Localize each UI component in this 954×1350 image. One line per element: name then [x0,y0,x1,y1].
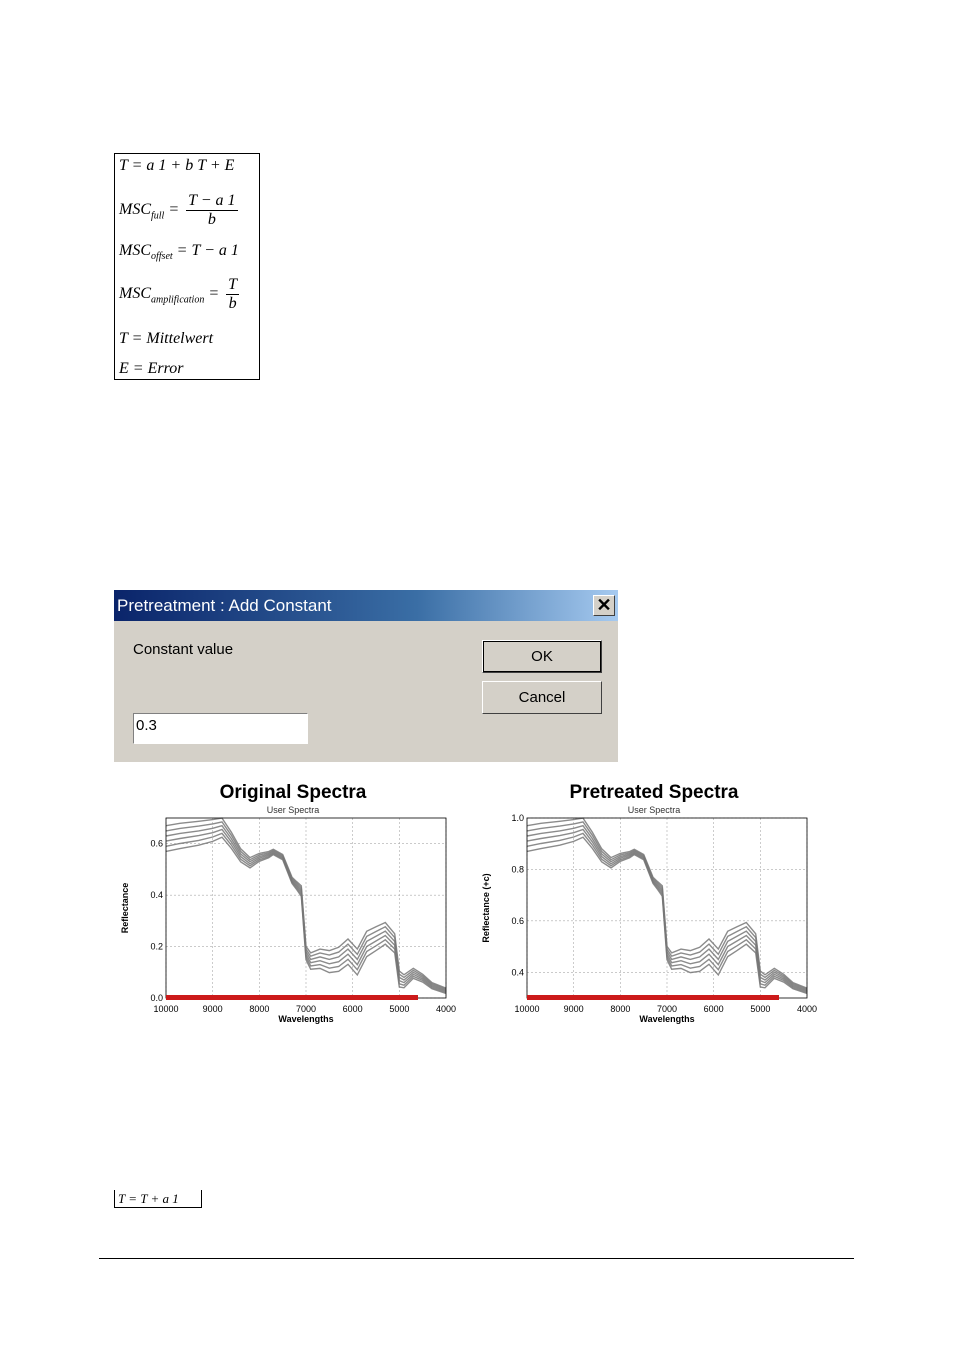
formula-error-definition: E = Error [119,360,184,377]
dialog-titlebar[interactable] [114,590,618,621]
close-icon[interactable]: ✕ [593,595,615,616]
chart-title: Original Spectra [219,782,367,803]
x-tick-label: 8000 [249,1004,270,1014]
x-tick-label: 9000 [202,1004,223,1014]
y-tick-label: 0.6 [511,915,524,926]
formula-msc-amplification: $MSC_{amplification}$ = $\frac{T}{b}$ [119,276,238,312]
msc-formula-box [114,153,260,380]
chart-subtitle: User Spectra [266,805,320,815]
y-axis-label: Reflectance [120,882,130,934]
x-tick-label: 5000 [389,1004,410,1014]
formula-mean-definition: T = Mittelwert [119,330,214,347]
original-spectra-chart [114,780,472,1033]
formula-model: T = a 1 + b T + E [119,157,235,174]
pretreated-spectra-plot [475,780,833,1033]
formula-msc-full: $MSC_{full}$ = $\frac{T - a 1}{b}$ [119,192,236,228]
x-tick-label: 9000 [563,1004,584,1014]
original-spectra-plot [114,780,472,1033]
add-constant-dialog [114,590,618,762]
x-tick-label: 8000 [610,1004,631,1014]
constant-value-input[interactable]: 0.3 [133,713,308,744]
selection-bar [527,995,779,1000]
chart-title: Pretreated Spectra [569,782,739,803]
selection-bar [166,995,418,1000]
y-tick-label: 0.0 [150,993,163,1003]
x-axis-label: Wavelengths [639,1014,695,1024]
add-constant-equation: T = T + a 1 [114,1190,202,1208]
formula-msc-offset: $MSC_{offset} = T - a$ 1 [119,242,239,263]
y-tick-label: 0.4 [150,890,163,901]
chart-subtitle: User Spectra [627,805,681,815]
x-tick-label: 7000 [656,1004,678,1014]
y-tick-label: 0.4 [511,967,524,978]
y-tick-label: 0.8 [511,864,524,875]
y-axis-label: Reflectance (+c) [481,873,491,943]
x-tick-label: 10000 [153,1004,179,1014]
x-tick-label: 4000 [796,1004,818,1014]
x-tick-label: 4000 [435,1004,457,1014]
ok-button[interactable]: OK [482,640,602,673]
y-tick-label: 1.0 [511,813,524,823]
x-tick-label: 6000 [342,1004,363,1014]
spectrum-line [527,833,807,992]
x-tick-label: 6000 [703,1004,724,1014]
constant-value-label: Constant value [133,641,234,658]
y-tick-label: 0.6 [150,838,163,849]
spectrum-line [166,833,446,992]
x-tick-label: 7000 [295,1004,317,1014]
y-tick-label: 0.2 [150,941,163,952]
pretreated-spectra-chart [475,780,833,1033]
footer-rule [99,1258,854,1259]
x-tick-label: 5000 [750,1004,771,1014]
x-axis-label: Wavelengths [278,1014,334,1024]
dialog-title: Pretreatment : Add Constant [117,596,332,615]
x-tick-label: 10000 [514,1004,540,1014]
cancel-button[interactable]: Cancel [482,681,602,714]
